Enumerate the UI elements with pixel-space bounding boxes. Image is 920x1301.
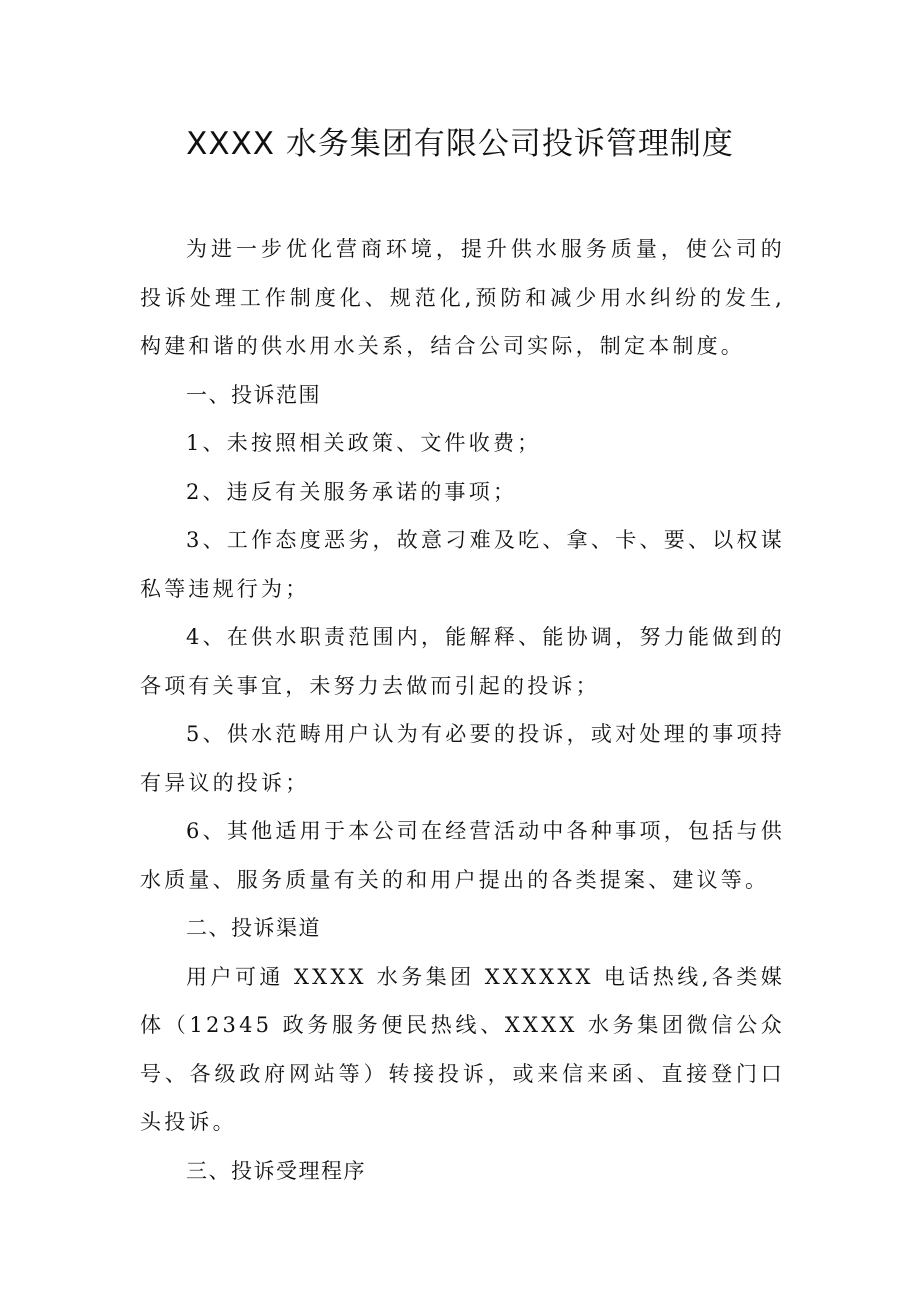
scope-item-6: 6、其他适用于本公司在经营活动中各种事项，包括与供水质量、服务质量有关的和用户提出的各类提案、建议等。: [140, 819, 785, 892]
scope-item-4: 4、在供水职责范围内，能解释、能协调，努力能做到的各项有关事宜，未努力去做而引起的投诉；: [140, 625, 785, 698]
section-heading-scope: 一、投诉范围: [186, 382, 321, 407]
scope-item-2: 2、违反有关服务承诺的事项；: [186, 479, 518, 504]
document-body: [140, 225, 785, 1195]
scope-item-5: 5、供水范畴用户认为有必要的投诉，或对处理的事项持有异议的投诉；: [140, 722, 785, 795]
scope-item-3: 3、工作态度恶劣，故意刁难及吃、拿、卡、要、以权谋私等违规行为；: [140, 528, 785, 601]
section-heading-channels: 二、投诉渠道: [186, 916, 321, 940]
scope-item-1: 1、未按照相关政策、文件收费；: [186, 431, 542, 455]
intro-paragraph: 为进一步优化营商环境，提升供水服务质量，使公司的投诉处理工作制度化、规范化,预防和减少用水纠纷的发生,构建和谐的供水用水关系，结合公司实际，制定本制度。: [140, 237, 785, 358]
section-heading-procedure: 三、投诉受理程序: [186, 1158, 366, 1183]
document-title: XXXX 水务集团有限公司投诉管理制度: [186, 126, 734, 162]
channels-paragraph: 用户可通 XXXX 水务集团 XXXXXX 电话热线,各类媒体（12345 政务服务便民热线、XXXX 水务集团微信公众号、各级政府网站等）转接投诉，或来信来函、直接登门口头投诉。: [140, 964, 785, 1134]
